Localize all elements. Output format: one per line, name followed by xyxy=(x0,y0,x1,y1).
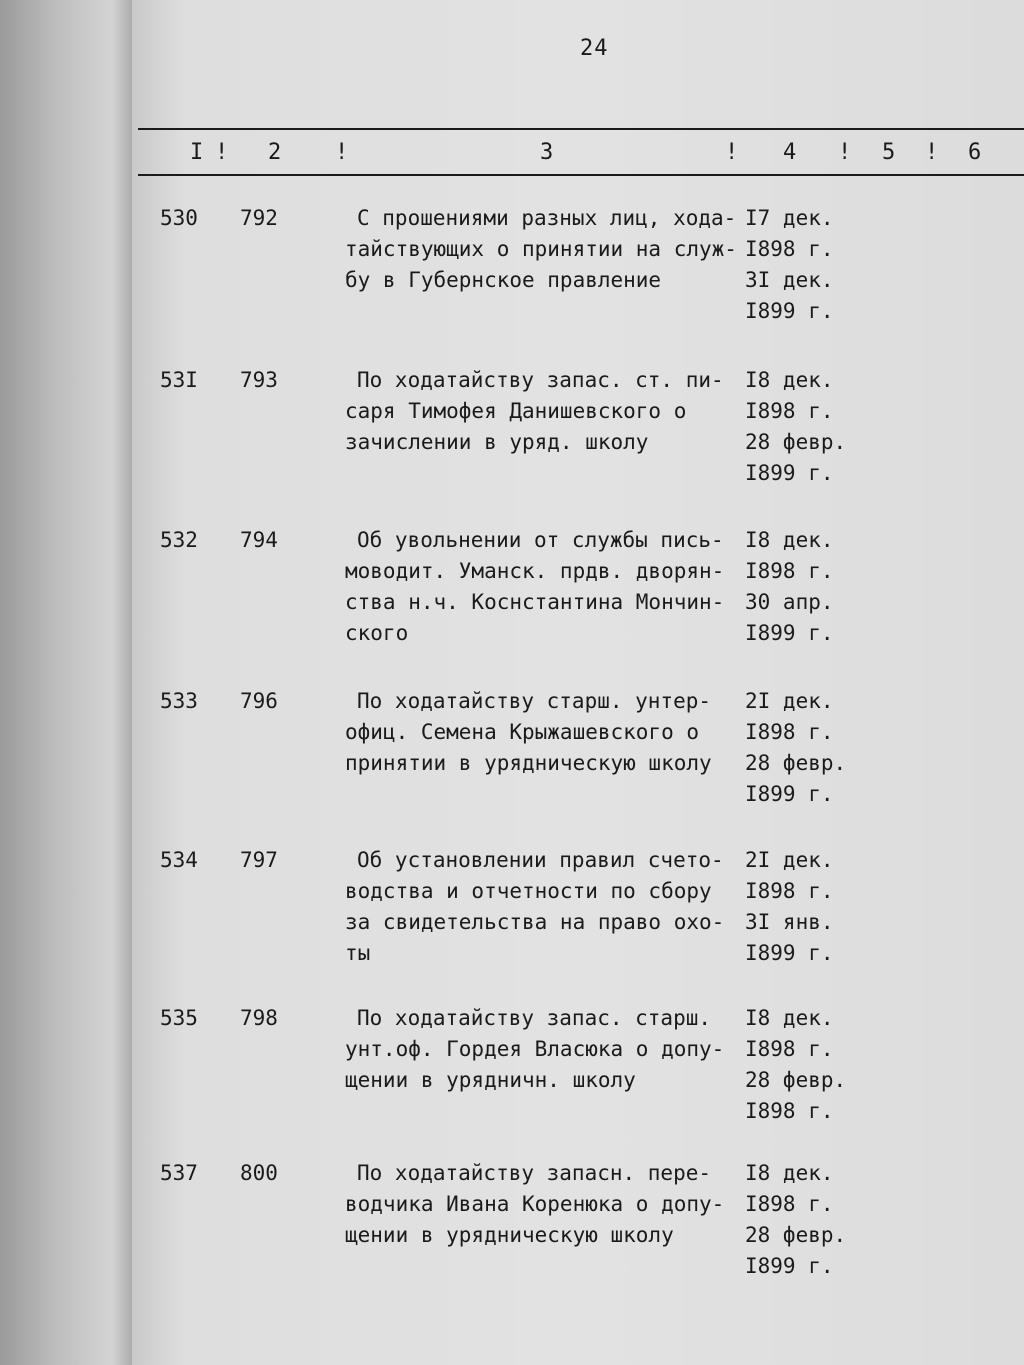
entry-date-line: 2I дек. xyxy=(745,848,834,872)
entry-reference: 798 xyxy=(240,1006,278,1030)
entry-date-line: I898 г. xyxy=(745,399,834,423)
header-sep: ! xyxy=(838,140,852,165)
entry-reference: 800 xyxy=(240,1161,278,1185)
entry-date-line: I8 дек. xyxy=(745,1006,834,1030)
entry-date-line: 28 февр. xyxy=(745,751,847,775)
entry-content-line: тайствующих о принятии на служ- xyxy=(345,237,737,261)
entry-date-line: I898 г. xyxy=(745,1099,834,1123)
entry-content-line: По ходатайству запасн. пере- xyxy=(357,1161,712,1185)
entry-date-line: I898 г. xyxy=(745,1192,834,1216)
entry-content-line: офиц. Семена Крыжашевского о xyxy=(345,720,700,744)
entry-date-line: I899 г. xyxy=(745,621,834,645)
entry-content-line: По ходатайству запас. старш. xyxy=(357,1006,712,1030)
entry-content-line: водчика Ивана Коренюка о допу- xyxy=(345,1192,725,1216)
entry-date-line: I898 г. xyxy=(745,237,834,261)
entry-content-line: ты xyxy=(345,941,371,965)
entry-content-line: зачислении в уряд. школу xyxy=(345,430,649,454)
entry-date-line: I8 дек. xyxy=(745,528,834,552)
entry-date-line: I898 г. xyxy=(745,720,834,744)
entry-content-line: унт.оф. Гордея Власюка о допу- xyxy=(345,1037,725,1061)
header-top-rule xyxy=(138,128,1024,130)
header-bottom-rule xyxy=(138,174,1024,176)
entry-number: 534 xyxy=(160,848,198,872)
entry-date-line: I7 дек. xyxy=(745,206,834,230)
entry-number: 533 xyxy=(160,689,198,713)
entry-number: 532 xyxy=(160,528,198,552)
header-col1: I xyxy=(190,140,204,165)
entry-date-line: I8 дек. xyxy=(745,368,834,392)
header-col4: 4 xyxy=(783,140,797,165)
header-col5: 5 xyxy=(882,140,896,165)
page-number: 24 xyxy=(580,36,609,61)
entry-date-line: I898 г. xyxy=(745,879,834,903)
entry-date-line: 3I дек. xyxy=(745,268,834,292)
entry-reference: 792 xyxy=(240,206,278,230)
entry-date-line: 3I янв. xyxy=(745,910,834,934)
entry-reference: 797 xyxy=(240,848,278,872)
entry-content-line: Об установлении правил счето- xyxy=(357,848,724,872)
header-sep: ! xyxy=(335,140,349,165)
entry-date-line: I898 г. xyxy=(745,559,834,583)
entry-date-line: 30 апр. xyxy=(745,590,834,614)
entry-date-line: I899 г. xyxy=(745,941,834,965)
entry-date-line: I8 дек. xyxy=(745,1161,834,1185)
entry-number: 537 xyxy=(160,1161,198,1185)
entry-date-line: 28 февр. xyxy=(745,1223,847,1247)
entry-content-line: водства и отчетности по сбору xyxy=(345,879,712,903)
entry-content-line: С прошениями разных лиц, хода- xyxy=(357,206,737,230)
entry-number: 530 xyxy=(160,206,198,230)
entry-content-line: По ходатайству старш. унтер- xyxy=(357,689,712,713)
entry-content-line: моводит. Уманск. прдв. дворян- xyxy=(345,559,725,583)
entry-number: 53I xyxy=(160,368,198,392)
entry-content-line: щении в урядничн. школу xyxy=(345,1068,636,1092)
header-col6: 6 xyxy=(968,140,982,165)
entry-reference: 796 xyxy=(240,689,278,713)
previous-page-edge xyxy=(0,0,140,1365)
header-col3: 3 xyxy=(540,140,554,165)
entry-content-line: ского xyxy=(345,621,409,645)
entry-content-line: бу в Губернское правление xyxy=(345,268,662,292)
entry-date-line: I899 г. xyxy=(745,1254,834,1278)
header-col2: 2 xyxy=(268,140,282,165)
header-sep: ! xyxy=(925,140,939,165)
entry-content-line: По ходатайству запас. ст. пи- xyxy=(357,368,724,392)
entry-date-line: I899 г. xyxy=(745,461,834,485)
entry-content-line: щении в урядническую школу xyxy=(345,1223,674,1247)
entry-content-line: за свидетельства на право охо- xyxy=(345,910,725,934)
entry-date-line: I899 г. xyxy=(745,299,834,323)
entry-content-line: Об увольнении от службы пись- xyxy=(357,528,724,552)
entry-date-line: 2I дек. xyxy=(745,689,834,713)
entry-number: 535 xyxy=(160,1006,198,1030)
entry-date-line: I899 г. xyxy=(745,782,834,806)
entry-content-line: принятии в урядническую школу xyxy=(345,751,712,775)
entry-date-line: I898 г. xyxy=(745,1037,834,1061)
header-sep: ! xyxy=(215,140,229,165)
header-sep: ! xyxy=(725,140,739,165)
entry-date-line: 28 февр. xyxy=(745,1068,847,1092)
entry-reference: 794 xyxy=(240,528,278,552)
entry-content-line: ства н.ч. Коснстантина Мончин- xyxy=(345,590,725,614)
entry-date-line: 28 февр. xyxy=(745,430,847,454)
entry-content-line: саря Тимофея Данишевского о xyxy=(345,399,687,423)
entry-reference: 793 xyxy=(240,368,278,392)
